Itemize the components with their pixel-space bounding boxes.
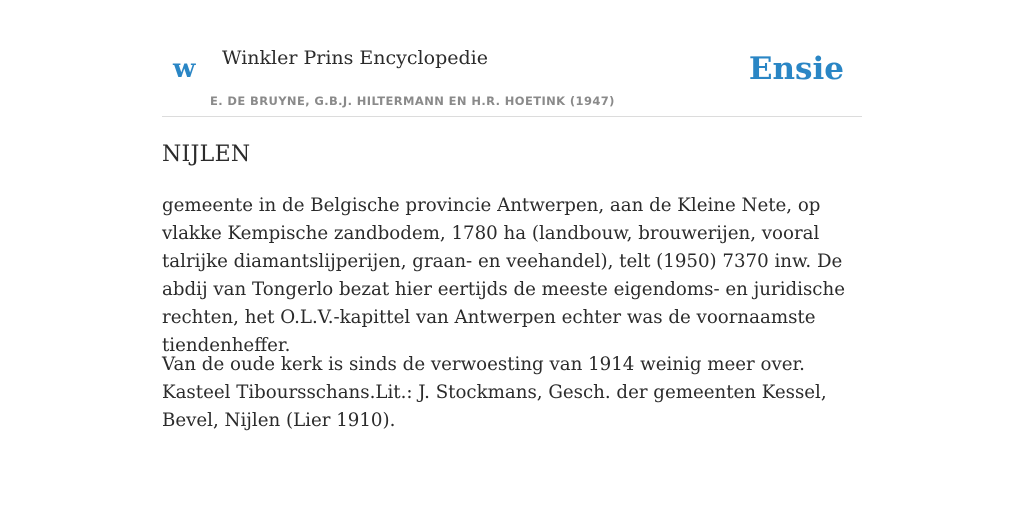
entry-paragraph: Van de oude kerk is sinds de verwoesting van 1914 weinig meer over. Kasteel Tiboursschans.Lit.: J. Stockmans, Gesch. der gemeenten Kessel, Bevel, Nijlen (Lier 1910). [162,354,827,431]
brand-logo[interactable]: Ensie [748,51,844,87]
entry-title: NIJLEN [162,142,251,167]
source-authors: E. DE BRUYNE, G.B.J. HILTERMANN EN H.R. HOETINK (1947) [210,94,615,108]
entry-paragraph: gemeente in de Belgische provincie Antwerpen, aan de Kleine Nete, op vlakke Kempische zandbodem, 1780 ha (landbouw, brouwerijen, vooral talrijke diamantslijperijen, graan- en veehandel), telt (1950) 7370 inw. De abdij van Tongerlo bezat hier eertijds de meeste eigendoms- en juridische rechten, het O.L.V.-kapittel van Antwerpen echter was de voornaamste tiendenheffer. [162,195,845,356]
page [162,0,862,431]
source-logo-icon[interactable]: w [173,54,196,84]
source-header [162,0,862,117]
source-title[interactable]: Winkler Prins Encyclopedie [222,47,488,69]
